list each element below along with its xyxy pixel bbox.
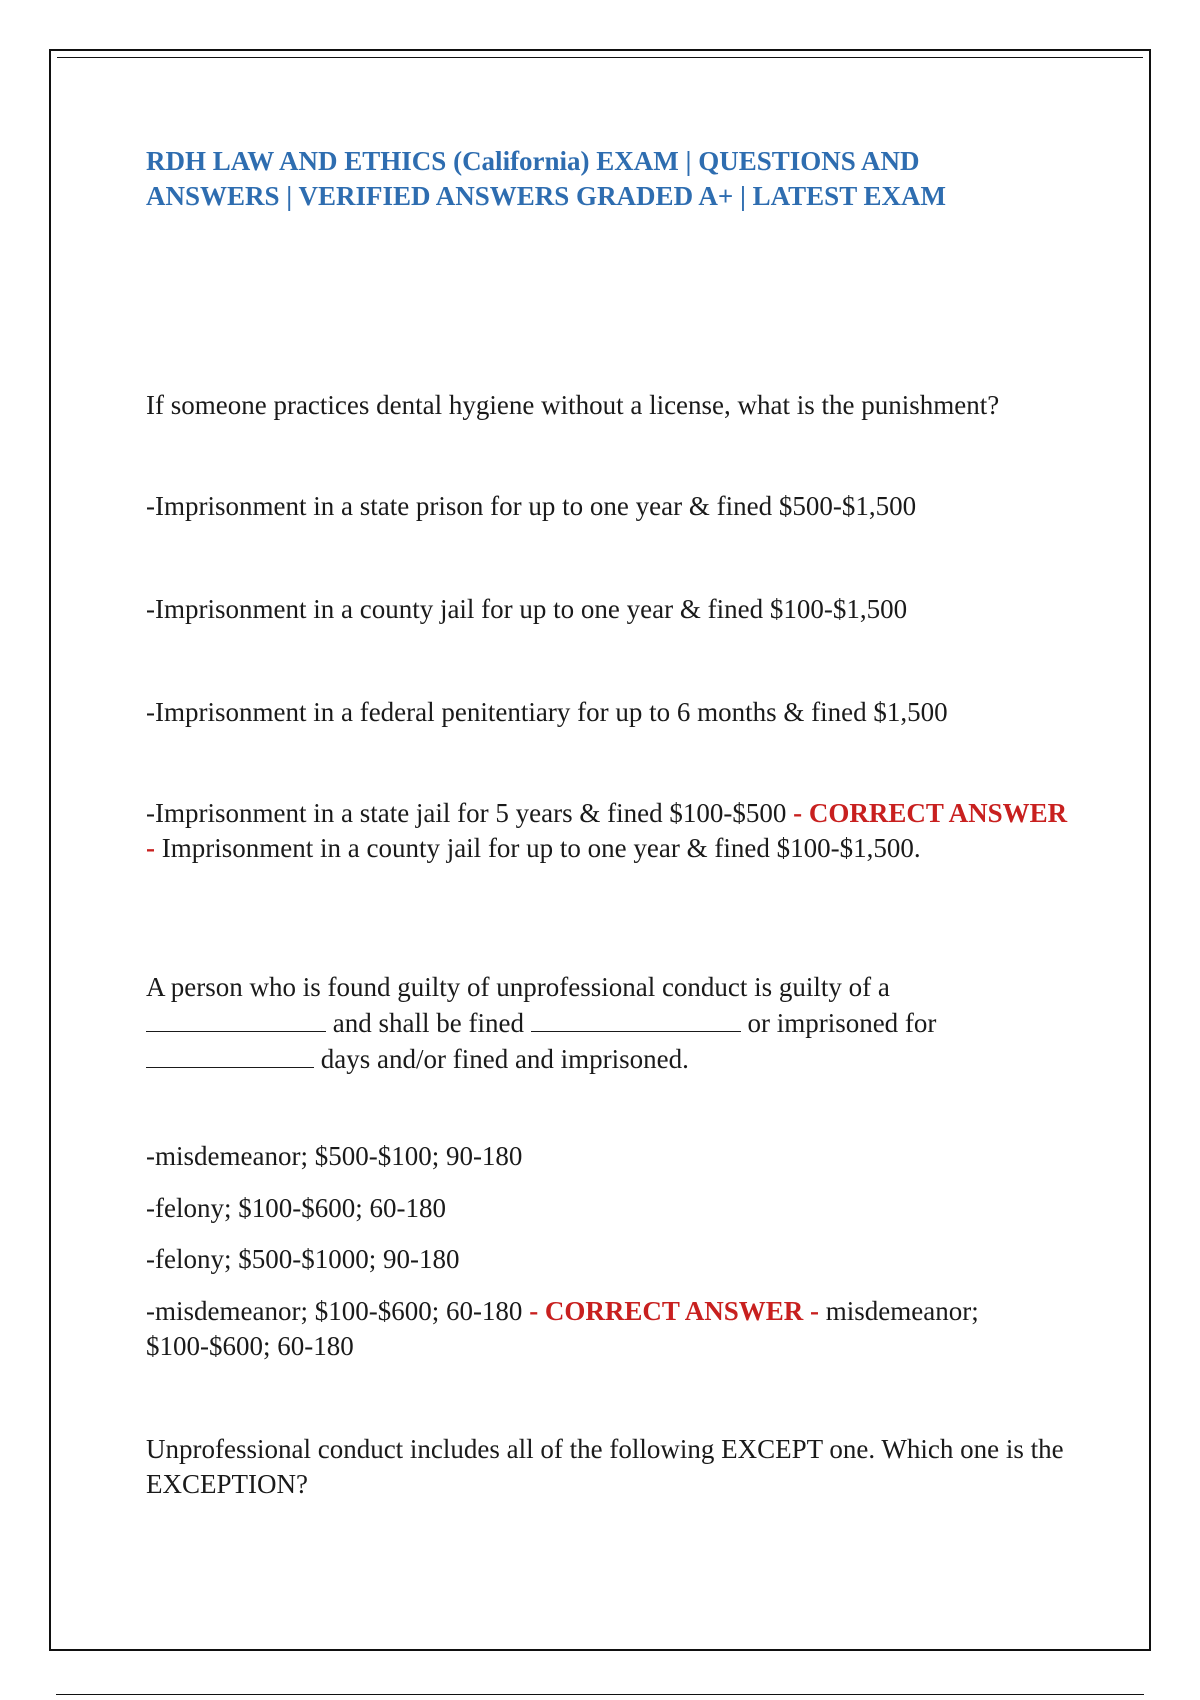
question-1-answer: Imprisonment in a county jail for up to one year & fined $100-$1,500. bbox=[161, 833, 921, 863]
question-2-prompt-part-3: or imprisoned for bbox=[747, 1008, 937, 1038]
bottom-rule bbox=[56, 1694, 1144, 1695]
blank-line bbox=[531, 1005, 741, 1032]
question-2-prompt-part-4: days and/or fined and imprisoned. bbox=[320, 1044, 689, 1074]
blank-line bbox=[146, 1041, 314, 1068]
question-3-prompt: Unprofessional conduct includes all of the following EXCEPT one. Which one is the EXCEPTION? bbox=[146, 1434, 1064, 1499]
question-1-option-4: -Imprisonment in a state jail for 5 years & fined $100-$500 bbox=[146, 798, 787, 828]
question-1-option-3: -Imprisonment in a federal penitentiary for up to 6 months & fined $1,500 bbox=[146, 697, 948, 727]
correct-answer-label: - CORRECT ANSWER - bbox=[146, 798, 1068, 863]
question-2-prompt bbox=[146, 970, 1076, 1077]
question-2-prompt-part-1: A person who is found guilty of unprofessional conduct is guilty of a bbox=[146, 972, 890, 1002]
question-2-option-2: -felony; $100-$600; 60-180 bbox=[146, 1193, 446, 1223]
correct-answer-label: - CORRECT ANSWER - bbox=[529, 1296, 819, 1326]
question-1-option-4-with-answer bbox=[146, 796, 1076, 866]
blank-line bbox=[146, 1005, 326, 1032]
question-2-option-1: -misdemeanor; $500-$100; 90-180 bbox=[146, 1141, 523, 1171]
question-2-answer: misdemeanor; $100-$600; 60-180 bbox=[146, 1296, 979, 1361]
question-1-option-1: -Imprisonment in a state prison for up to one year & fined $500-$1,500 bbox=[146, 491, 917, 521]
question-2-option-3: -felony; $500-$1000; 90-180 bbox=[146, 1244, 460, 1274]
question-2-prompt-part-2: and shall be fined bbox=[332, 1008, 524, 1038]
question-2-option-4: -misdemeanor; $100-$600; 60-180 bbox=[146, 1296, 523, 1326]
question-1-option-2: -Imprisonment in a county jail for up to one year & fined $100-$1,500 bbox=[146, 594, 908, 624]
document-title: RDH LAW AND ETHICS (California) EXAM | QUESTIONS AND ANSWERS | VERIFIED ANSWERS GRADED A+ | LATEST EXAM bbox=[146, 146, 946, 211]
question-2-option-4-with-answer bbox=[146, 1294, 1076, 1364]
question-1-prompt: If someone practices dental hygiene without a license, what is the punishment? bbox=[146, 390, 1000, 420]
